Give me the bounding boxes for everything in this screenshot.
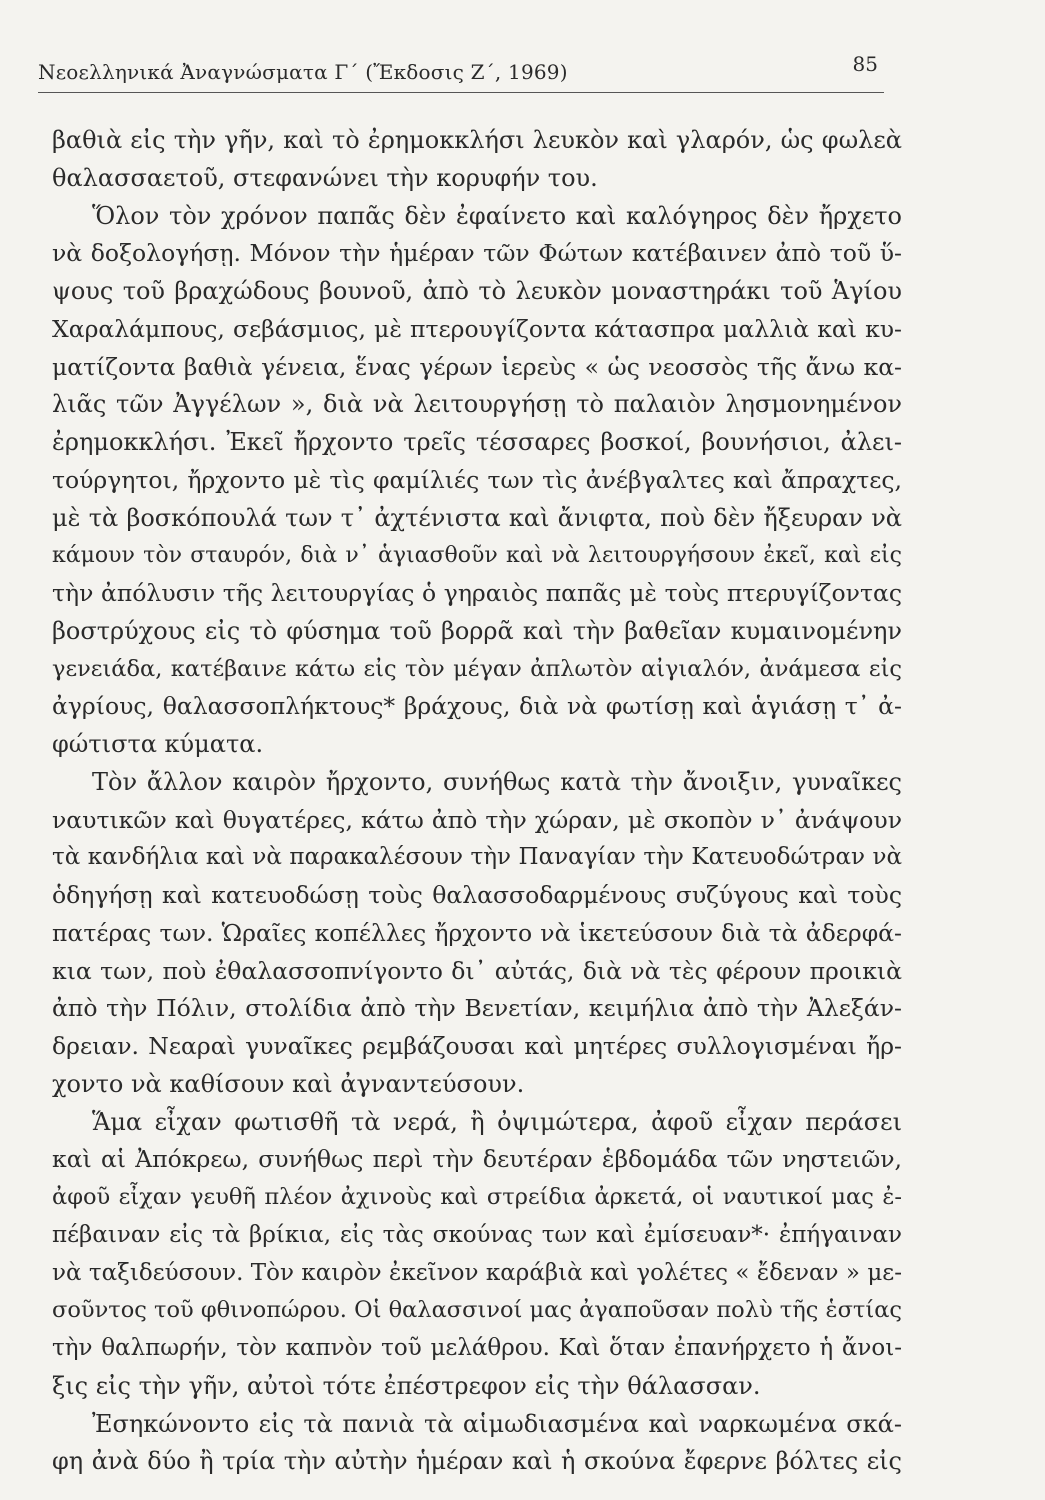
text-line: ματίζοντα βαθιὰ γένεια, ἕνας γέρων ἱερεὺς « ὡς νεοσσὸς τῆς ἄνω κα-	[52, 352, 902, 381]
text-line: κάμουν τὸν σταυρόν, διὰ ν᾿ ἁγιασθοῦν καὶ νὰ λειτουργήσουν ἐκεῖ, καὶ εἰς	[52, 543, 902, 569]
text-line: χοντο νὰ καθίσουν καὶ ἀγναντεύσουν.	[52, 1069, 525, 1098]
text-line: Τὸν ἄλλον καιρὸν ἤρχοντο, συνήθως κατὰ τὴν ἄνοιξιν, γυναῖκες	[92, 767, 902, 796]
text-line: λιᾶς τῶν Ἀγγέλων », διὰ νὰ λειτουργήσῃ τὸ παλαιὸν λησμονημένον	[52, 390, 902, 419]
body-text	[52, 122, 902, 1481]
text-line: γενειάδα, κατέβαινε κάτω εἰς τὸν μέγαν ἀπλωτὸν αἰγιαλόν, ἀνάμεσα εἰς	[52, 655, 902, 682]
text-line: νὰ ταξιδεύσουν. Τὸν καιρὸν ἐκεῖνον καράβιὰ καὶ γολέτες « ἔδεναν » με-	[52, 1259, 902, 1286]
text-line: δρειαν. Νεαραὶ γυναῖκες ρεμβάζουσαι καὶ μητέρες συλλογισμέναι ἤρ-	[52, 1032, 902, 1060]
text-line: πατέρας των. Ὡραῖες κοπέλλες ἤρχοντο νὰ ἱκετεύσουν διὰ τὰ ἀδερφά-	[52, 918, 902, 947]
text-line: ψους τοῦ βραχώδους βουνοῦ, ἀπὸ τὸ λευκὸν μοναστηράκι τοῦ Ἁγίου	[52, 277, 902, 305]
text-line: ἀγρίους, θαλασσοπλήκτους* βράχους, διὰ νὰ φωτίσῃ καὶ ἁγιάσῃ τ᾿ ἀ-	[52, 692, 902, 721]
text-line: ἀπὸ τὴν Πόλιν, στολίδια ἀπὸ τὴν Βενετίαν, κειμήλια ἀπὸ τὴν Ἀλεξάν-	[52, 994, 902, 1023]
text-line: ναυτικῶν καὶ θυγατέρες, κάτω ἀπὸ τὴν χώραν, μὲ σκοπὸν ν᾿ ἀνάψουν	[52, 805, 902, 834]
text-line: θαλασσαετοῦ, στεφανώνει τὴν κορυφήν του.	[52, 163, 598, 192]
text-line: Ἐσηκώνοντο εἰς τὰ πανιὰ τὰ αἱμωδιασμένα καὶ ναρκωμένα σκά-	[92, 1409, 902, 1438]
running-head	[38, 52, 884, 93]
text-line: σοῦντος τοῦ φθινοπώρου. Οἱ θαλασσινοί μας ἀγαποῦσαν πολὺ τῆς ἑστίας	[52, 1297, 902, 1324]
text-line: Ἅμα εἶχαν φωτισθῆ τὰ νερά, ἢ ὀψιμώτερα, ἀφοῦ εἶχαν περάσει	[92, 1107, 902, 1136]
text-line: ὁδηγήσῃ καὶ κατευοδώσῃ τοὺς θαλασσοδαρμένους συζύγους καὶ τοὺς	[52, 881, 902, 909]
text-line: τούργητοι, ἤρχοντο μὲ τὶς φαμίλιές των τὶς ἀνέβγαλτες καὶ ἄπραχτες,	[52, 465, 902, 494]
text-line: Χαραλάμπους, σεβάσμιος, μὲ πτερουγίζοντα κάτασπρα μαλλιὰ καὶ κυ-	[52, 314, 902, 343]
text-line: τὰ κανδήλια καὶ νὰ παρακαλέσουν τὴν Παναγίαν τὴν Κατευοδώτραν νὰ	[52, 844, 902, 871]
text-line: ἀφοῦ εἶχαν γευθῆ πλέον ἀχινοὺς καὶ στρείδια ἀρκετά, οἱ ναυτικοί μας ἐ-	[52, 1184, 902, 1210]
text-line: ἐρημοκκλήσι. Ἐκεῖ ἤρχοντο τρεῖς τέσσαρες βοσκοί, βουνήσιοι, ἀλει-	[52, 428, 902, 456]
text-line: φώτιστα κύματα.	[52, 730, 264, 758]
text-line: τὴν θαλπωρήν, τὸν καπνὸν τοῦ μελάθρου. Καὶ ὅταν ἐπανήρχετο ἡ ἄνοι-	[52, 1335, 902, 1361]
text-line: βοστρύχους εἰς τὸ φύσημα τοῦ βορρᾶ καὶ τὴν βαθεῖαν κυμαινομένην	[52, 616, 902, 645]
running-title: Νεοελληνικά Ἀναγνώσματα Γ΄ (Ἔκδοσις Ζ΄, 1969)	[38, 60, 568, 84]
text-line: νὰ δοξολογήσῃ. Μόνον τὴν ἡμέραν τῶν Φώτων κατέβαινεν ἀπὸ τοῦ ὕ-	[52, 239, 902, 268]
text-line: κια των, ποὺ ἐθαλασσοπνίγοντο δι᾿ αὐτάς, διὰ νὰ τὲς φέρουν προικιὰ	[52, 956, 902, 985]
text-line: πέβαιναν εἰς τὰ βρίκια, εἰς τὰς σκούνας των καὶ ἐμίσευαν*· ἐπήγαιναν	[52, 1221, 902, 1248]
text-line: τὴν ἀπόλυσιν τῆς λειτουργίας ὁ γηραιὸς παπᾶς μὲ τοὺς πτερυγίζοντας	[52, 579, 902, 607]
text-line: καὶ αἱ Ἀπόκρεω, συνήθως περὶ τὴν δευτέραν ἑβδομάδα τῶν νηστειῶν,	[52, 1145, 902, 1174]
text-line: μὲ τὰ βοσκόπουλά των τ᾿ ἀχτένιστα καὶ ἄνιφτα, ποὺ δὲν ἤξευραν νὰ	[52, 503, 902, 532]
page-number: 85	[852, 52, 878, 76]
text-line: φη ἀνὰ δύο ἢ τρία τὴν αὐτὴν ἡμέραν καὶ ἡ σκούνα ἔφερνε βόλτες εἰς	[52, 1447, 902, 1476]
text-line: Ὅλον τὸν χρόνον παπᾶς δὲν ἐφαίνετο καὶ καλόγηρος δὲν ἤρχετο	[92, 201, 902, 230]
text-line: βαθιὰ εἰς τὴν γῆν, καὶ τὸ ἐρημοκκλήσι λευκὸν καὶ γλαρόν, ὡς φωλεὰ	[52, 126, 902, 154]
text-line: ξις εἰς τὴν γῆν, αὐτοὶ τότε ἐπέστρεφον εἰς τὴν θάλασσαν.	[52, 1371, 761, 1400]
